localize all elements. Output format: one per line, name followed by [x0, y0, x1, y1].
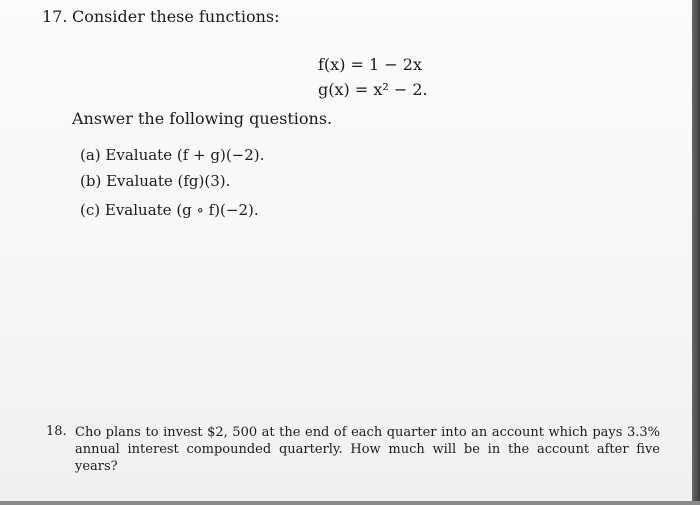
question-17-instruction: Answer the following questions.: [72, 109, 333, 128]
question-17-part-a: (a) Evaluate (f + g)(−2).: [80, 146, 265, 164]
question-18-text: Cho plans to invest $2, 500 at the end of each quarter into an account which pays 3.3% annual interest compounded quarterly. How much will be in the account after five years?: [75, 425, 660, 474]
question-17-prompt: Consider these functions:: [72, 7, 280, 26]
equation-g: g(x) = x² − 2.: [318, 80, 428, 99]
question-17-part-b: (b) Evaluate (fg)(3).: [80, 172, 231, 190]
question-17-number: 17.: [42, 7, 68, 26]
page-bottom-edge: [0, 501, 700, 505]
question-18-number: 18.: [46, 424, 67, 439]
equation-f: f(x) = 1 − 2x: [318, 55, 422, 74]
page-edge-shadow: [692, 0, 700, 505]
question-17-part-c: (c) Evaluate (g ∘ f)(−2).: [80, 201, 259, 219]
